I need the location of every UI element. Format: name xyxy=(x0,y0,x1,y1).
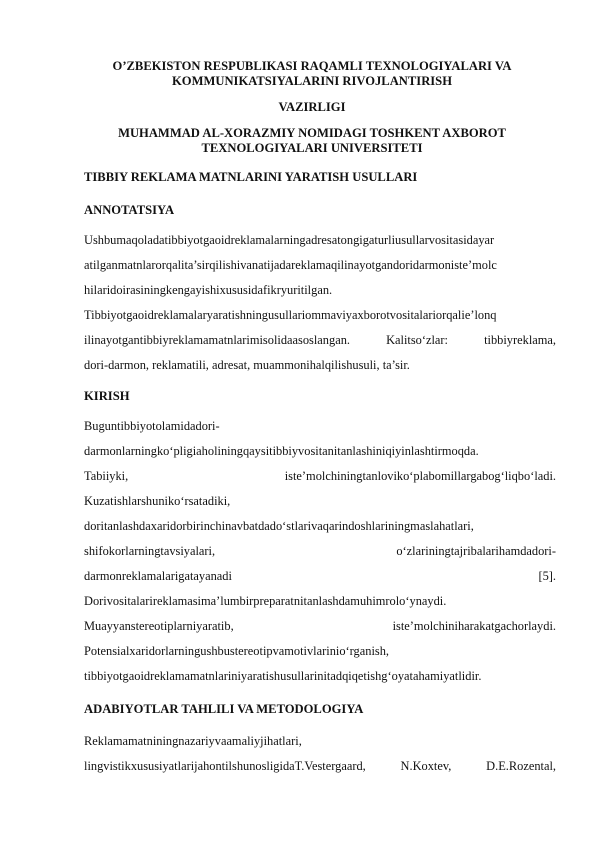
intro-heading: KIRISH xyxy=(84,389,130,403)
intro-line-part: o‘zlariningtajribalarihamdadori- xyxy=(396,544,556,558)
intro-line: Kuzatishlarshuniko‘rsatadiki, xyxy=(84,494,231,508)
university-line-1: MUHAMMAD AL-XORAZMIY NOMIDAGI TOSHKENT AXBOROT xyxy=(118,126,506,140)
intro-line xyxy=(84,544,556,559)
literature-heading: ADABIYOTLAR TAHLILI VA METODOLOGIYA xyxy=(84,702,364,716)
intro-line: darmonlarningko‘pligiaholiningqaysitibbiyvositanitanlashiniqiyinlashtirmoqda. xyxy=(84,444,479,458)
abstract-line: ilinayotgantibbiyreklamamatnlarimisolidaasoslangan. Kalitso‘zlar: tibbiyreklama, xyxy=(84,333,556,347)
ministry-line-1: O’ZBEKISTON RESPUBLIKASI RAQAMLI TEXNOLOGIYALARI VA xyxy=(112,59,512,73)
intro-line-part: iste’molchiniharakatgachorlaydi. xyxy=(392,619,556,633)
intro-line xyxy=(84,469,556,484)
intro-line xyxy=(84,619,556,634)
intro-line-part: shifokorlarningtavsiyalari, xyxy=(84,544,216,558)
abstract-line: Tibbiyotgaoidreklamalaryaratishningusullariommaviyaxborotvositalariorqalie’lonq xyxy=(84,308,497,322)
intro-line: doritanlashdaxaridorbirinchinavbatdado‘stlarivaqarindoshlariningmaslahatlari, xyxy=(84,519,474,533)
literature-line: Reklamamatniningnazariyvaamaliyjihatlari, xyxy=(84,734,302,748)
intro-line: tibbiyotgaoidreklamamatnlariniyaratishusullarinitadqiqetishg‘oyatahamiyatlidir. xyxy=(84,669,482,683)
citation-ref: [5]. xyxy=(538,569,556,583)
abstract-line: Ushbumaqoladatibbiyotgaoidreklamalarningadresatongigaturliusullarvositasidayar xyxy=(84,233,495,247)
abstract-heading: ANNOTATSIYA xyxy=(84,203,175,217)
abstract-line: hilaridoirasiningkengayishixususidafikryuritilgan. xyxy=(84,283,333,297)
abstract-line: atilganmatnlarorqalita’sirqilishivanatijadareklamaqilinayotgandoridarmoniste’molc xyxy=(84,258,497,272)
ministry-line-3: VAZIRLIGI xyxy=(278,100,346,114)
intro-line: Dorivositalarireklamasima’lumbirpreparatnitanlashdamuhimrolo‘ynaydi. xyxy=(84,594,447,608)
university-line-2: TEXNOLOGIYALARI UNIVERSITETI xyxy=(201,141,423,155)
intro-line: Potensialxaridorlarningushbustereotipvamotivlarinio‘rganish, xyxy=(84,644,390,658)
intro-line-part: iste’molchiningtanloviko‘plabomillargabog‘liqbo‘ladi. xyxy=(284,469,556,483)
ministry-line-2: KOMMUNIKATSIYALARINI RIVOJLANTIRISH xyxy=(171,74,452,88)
paper-title: TIBBIY REKLAMA MATNLARINI YARATISH USULLARI xyxy=(84,170,418,184)
abstract-line: dori-darmon, reklamatili, adresat, muammonihalqilishusuli, ta’sir. xyxy=(84,358,410,372)
intro-line-part: Muayyanstereotiplarniyaratib, xyxy=(84,619,234,633)
intro-line xyxy=(84,569,556,584)
intro-line-part: Tabiiyki, xyxy=(84,469,129,483)
intro-line: Buguntibbiyotolamidadori- xyxy=(84,419,220,433)
literature-line: lingvistikxususiyatlarijahontilshunosligidaT.Vestergaard, N.Koxtev, D.E.Rozental, xyxy=(84,759,556,773)
intro-line-part: darmonreklamalarigatayanadi xyxy=(84,569,232,583)
